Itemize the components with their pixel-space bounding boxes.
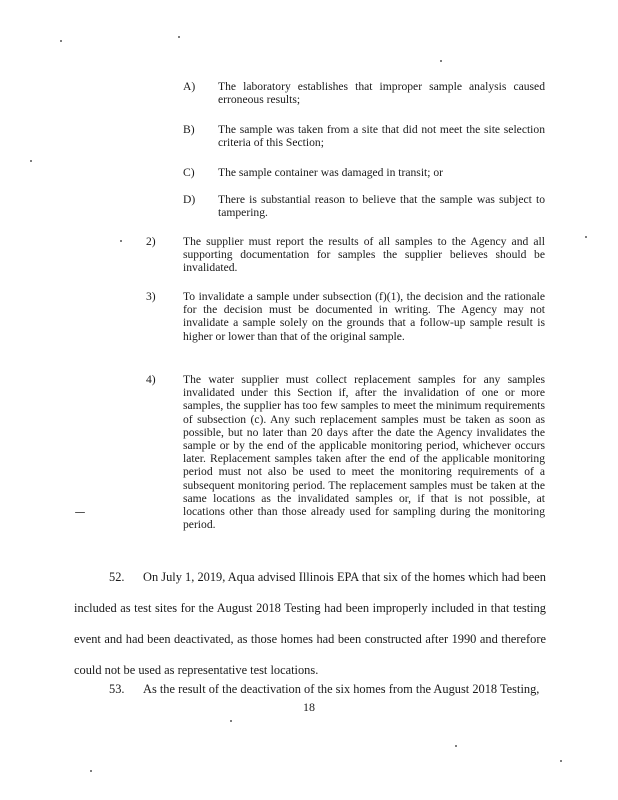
- subsection-d: [183, 193, 545, 219]
- paragraph-text: As the result of the deactivation of the six homes from the August 2018 Testing,: [143, 682, 540, 696]
- numbered-item-4: [146, 373, 545, 531]
- paragraph-53: [74, 681, 546, 697]
- scan-speck: [30, 160, 32, 162]
- subsection-text: The sample was taken from a site that did not meet the site selection criteria of this Section;: [218, 123, 545, 150]
- page-number: 18: [303, 700, 315, 714]
- subsection-text: The sample container was damaged in transit; or: [218, 166, 444, 179]
- scan-speck: [90, 770, 92, 772]
- subsection-c: [183, 166, 545, 179]
- paragraph-number: 52.: [109, 570, 125, 584]
- paragraph-number: 53.: [109, 682, 125, 696]
- scan-speck: [120, 240, 122, 242]
- scan-speck: [75, 512, 85, 513]
- scan-speck: [560, 760, 562, 762]
- numbered-label: 2): [146, 235, 156, 248]
- scan-speck: [585, 236, 587, 238]
- scan-speck: [455, 745, 457, 747]
- paragraph-text: On July 1, 2019, Aqua advised Illinois EPA that six of the homes which had been included as test sites for the August 2018 Testing had been improperly included in that testing event and had been deactivated, as those homes had been constructed after 1990 and therefore could not be used as representative test locations.: [74, 570, 546, 677]
- subsection-text: The laboratory establishes that improper sample analysis caused erroneous results;: [218, 80, 545, 107]
- paragraph-52: [74, 562, 546, 686]
- scan-speck: [60, 40, 62, 42]
- numbered-text: The supplier must report the results of all samples to the Agency and all supporting documentation for samples the supplier believes should be invalidated.: [183, 235, 545, 275]
- numbered-item-2: [146, 235, 545, 275]
- numbered-label: 4): [146, 373, 156, 386]
- subsection-label: C): [183, 166, 195, 179]
- subsection-b: [183, 123, 545, 149]
- numbered-label: 3): [146, 290, 156, 303]
- scan-speck: [178, 36, 180, 38]
- subsection-text: There is substantial reason to believe that the sample was subject to tampering.: [218, 193, 545, 220]
- scan-speck: [230, 720, 232, 722]
- subsection-label: A): [183, 80, 196, 93]
- numbered-item-3: [146, 290, 545, 343]
- scan-speck: [440, 60, 442, 62]
- numbered-text: To invalidate a sample under subsection (f)(1), the decision and the rationale for the decision must be documented in writing. The Agency may not invalidate a sample solely on the grounds that a follow-up sample result is higher or lower than that of the original sample.: [183, 290, 545, 343]
- subsection-label: D): [183, 193, 196, 206]
- subsection-label: B): [183, 123, 195, 136]
- numbered-text: The water supplier must collect replacement samples for any samples invalidated under this Section if, after the invalidation of one or more samples, the supplier has too few samples to meet the minimum requirements of subsection (c). Any such replacement samples must be taken as soon as possible, but no later than 20 days after the date the Agency invalidates the sample or by the end of the applicable monitoring period, whichever occurs later. Replacement samples taken after the end of the applicable monitoring period must not also be used to meet the monitoring requirements of a subsequent monitoring period. The replacement samples must be taken at the same locations as the invalidated samples or, if that is not possible, at locations other than those already used for sampling during the monitoring period.: [183, 373, 545, 532]
- subsection-a: [183, 80, 545, 106]
